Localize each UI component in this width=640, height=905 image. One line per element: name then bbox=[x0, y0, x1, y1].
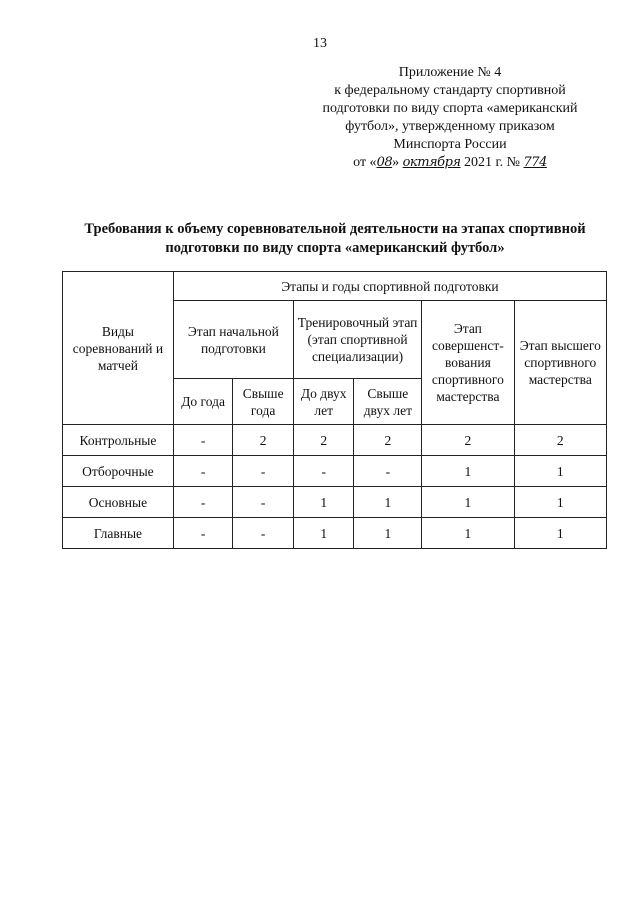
requirements-table bbox=[62, 271, 607, 549]
appendix-line-5: Минспорта России bbox=[393, 137, 507, 152]
table-cell: - bbox=[354, 456, 422, 487]
header-training-over-two: Свыше двух лет bbox=[354, 379, 422, 425]
row-label: Отборочные bbox=[63, 456, 174, 487]
table-cell: 1 bbox=[514, 487, 606, 518]
appendix-line-4: футбол», утвержденному приказом bbox=[345, 119, 555, 134]
table-cell: - bbox=[173, 518, 233, 549]
table-cell: - bbox=[233, 518, 294, 549]
page-number: 13 bbox=[313, 36, 327, 51]
appendix-header bbox=[300, 64, 600, 172]
header-stage-initial: Этап начальной подготовки bbox=[173, 301, 293, 379]
table-row bbox=[63, 456, 607, 487]
table-cell: 2 bbox=[233, 425, 294, 456]
order-date-line bbox=[300, 154, 600, 172]
table-cell: 1 bbox=[422, 487, 514, 518]
header-kinds: Виды соревнований и матчей bbox=[63, 272, 174, 425]
table-cell: 1 bbox=[293, 487, 354, 518]
table-cell: - bbox=[233, 456, 294, 487]
date-year: 2021 г. № bbox=[460, 155, 524, 170]
date-prefix: от « bbox=[353, 155, 377, 170]
table-cell: - bbox=[173, 456, 233, 487]
title-line-2: подготовки по виду спорта «американский футбол» bbox=[165, 240, 505, 256]
handwritten-order-number: 774 bbox=[523, 155, 547, 170]
table-cell: 1 bbox=[354, 518, 422, 549]
table-cell: - bbox=[173, 425, 233, 456]
table-cell: - bbox=[173, 487, 233, 518]
table-cell: 1 bbox=[514, 518, 606, 549]
date-mid: » bbox=[392, 155, 403, 170]
table-cell: 1 bbox=[514, 456, 606, 487]
row-label: Контрольные bbox=[63, 425, 174, 456]
appendix-line-1: Приложение № 4 bbox=[398, 65, 502, 80]
header-stage-higher: Этап высшего спортивного мастерства bbox=[514, 301, 606, 425]
table-cell: - bbox=[293, 456, 354, 487]
header-initial-up-to-year: До года bbox=[173, 379, 233, 425]
header-stages: Этапы и годы спортивной подготовки bbox=[173, 272, 606, 301]
table-cell: 1 bbox=[422, 456, 514, 487]
row-label: Главные bbox=[63, 518, 174, 549]
table-cell: 1 bbox=[422, 518, 514, 549]
table-cell: - bbox=[233, 487, 294, 518]
appendix-line-3: подготовки по виду спорта «американский bbox=[322, 101, 578, 116]
appendix-line-2: к федеральному стандарту спортивной bbox=[334, 83, 566, 98]
header-stage-training: Тренировочный этап (этап спортивной специализации) bbox=[293, 301, 421, 379]
document-title bbox=[60, 220, 610, 258]
table-row bbox=[63, 487, 607, 518]
table-cell: 2 bbox=[293, 425, 354, 456]
header-training-up-to-two: До двух лет bbox=[293, 379, 354, 425]
header-stage-improvement: Этап совершенст-вования спортивного мастерства bbox=[422, 301, 514, 425]
handwritten-month: октября bbox=[402, 155, 461, 170]
table-cell: 2 bbox=[422, 425, 514, 456]
header-initial-over-year: Свыше года bbox=[233, 379, 294, 425]
table-cell: 1 bbox=[293, 518, 354, 549]
table-cell: 2 bbox=[514, 425, 606, 456]
table-row bbox=[63, 425, 607, 456]
title-line-1: Требования к объему соревновательной деятельности на этапах спортивной bbox=[84, 221, 586, 237]
table-cell: 1 bbox=[354, 487, 422, 518]
handwritten-day: 08 bbox=[376, 155, 393, 170]
table-row bbox=[63, 518, 607, 549]
table-cell: 2 bbox=[354, 425, 422, 456]
row-label: Основные bbox=[63, 487, 174, 518]
